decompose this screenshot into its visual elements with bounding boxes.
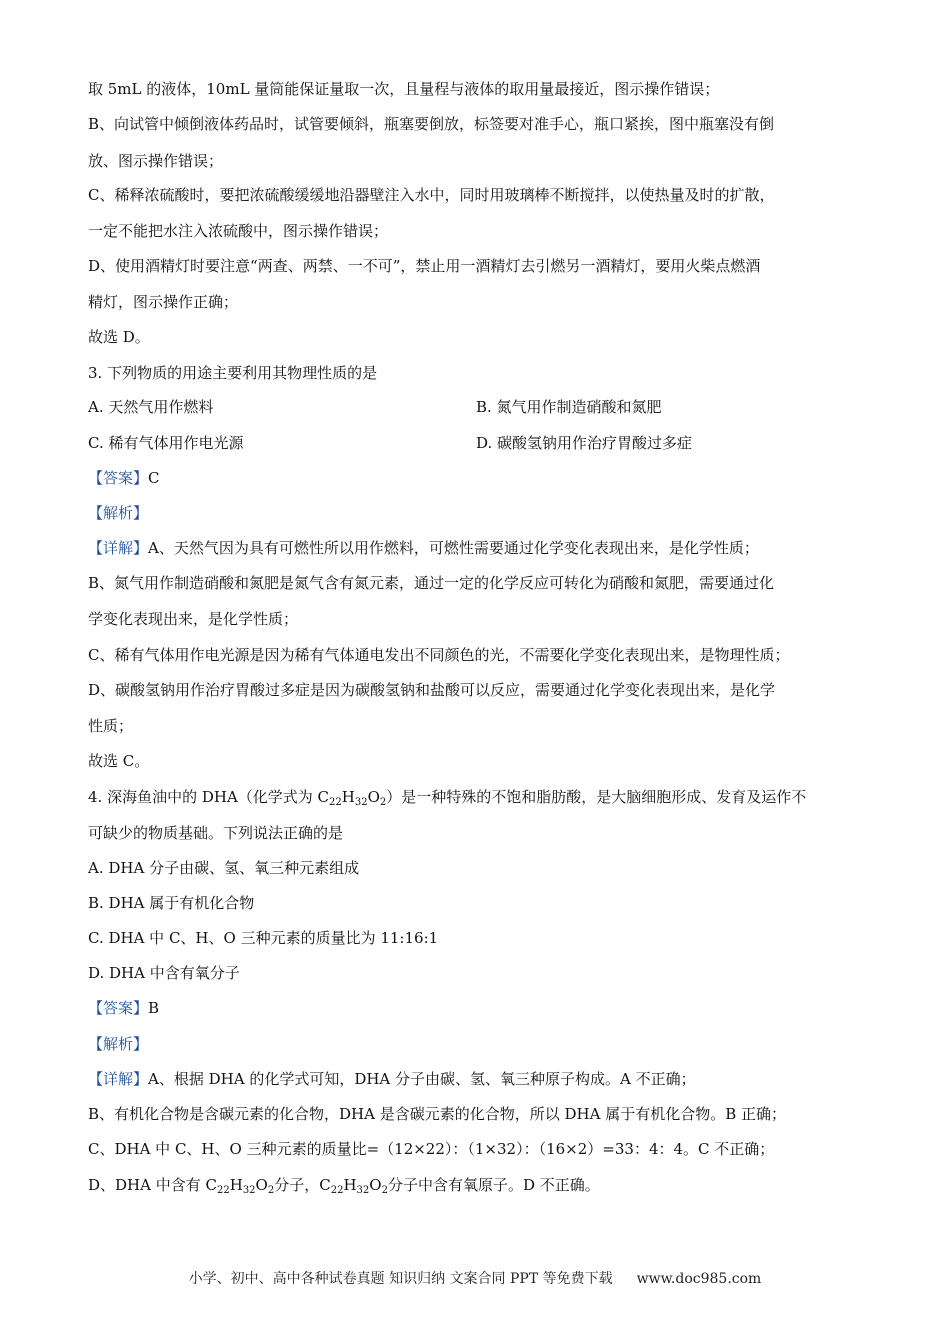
element-symbol: H [343, 1176, 357, 1194]
q3-analysis-tag: 【解析】 [88, 504, 149, 522]
text-part: 分子中含有氧原子。D 不正确。 [387, 1176, 600, 1194]
detail-text: A、天然气因为具有可燃性所以用作燃料，可燃性需要通过化学变化表现出来，是化学性质； [148, 539, 759, 557]
detail-text: A、根据 DHA 的化学式可知，DHA 分子由碳、氢、氧三种原子构成。A 不正确； [148, 1070, 696, 1088]
element-symbol: H [229, 1176, 243, 1194]
subscript: 22 [216, 1185, 230, 1196]
footer-url[interactable]: www.doc985.com [636, 1271, 762, 1287]
detail-tag: 【详解】 [88, 539, 149, 557]
subscript: 32 [354, 797, 368, 808]
text-line: C、DHA 中 C、H、O 三种元素的质量比=（12×22）：（1×32）：（16×2）=33：4：4。C 不正确； [88, 1140, 775, 1158]
answer-tag: 【答案】 [88, 999, 149, 1017]
text-line: C、稀释浓硫酸时，要把浓硫酸缓缓地沿器壁注入水中，同时用玻璃棒不断搅拌，以使热量及时的扩散， [88, 186, 775, 204]
text-line: C、稀有气体用作电光源是因为稀有气体通电发出不同颜色的光，不需要化学变化表现出来，是物理性质； [88, 646, 790, 664]
element-symbol: O [255, 1176, 268, 1194]
text-line: D、碳酸氢钠用作治疗胃酸过多症是因为碳酸氢钠和盐酸可以反应，需要通过化学变化表现出来，是化学 [88, 681, 776, 699]
q4-option-b: B. DHA 属于有机化合物 [88, 894, 255, 912]
q4-answer [88, 998, 868, 1018]
q4-option-c: C. DHA 中 C、H、O 三种元素的质量比为 11:16:1 [88, 929, 439, 947]
q4-detail [88, 1069, 868, 1089]
stem-part: 4. 深海鱼油中的 DHA（化学式为 C [88, 788, 330, 806]
footer-text: 小学、初中、高中各种试卷真题 知识归纳 文案合同 PPT 等免费下载 [188, 1271, 613, 1287]
element-symbol: H [341, 788, 355, 806]
page-footer [0, 1270, 950, 1288]
subscript: 2 [379, 797, 387, 808]
answer-value: B [148, 999, 160, 1017]
q3-option-a: A. 天然气用作燃料 [88, 398, 214, 416]
subscript: 22 [329, 797, 342, 808]
text-line: D、使用酒精灯时要注意“两查、两禁、一不可”，禁止用一酒精灯去引燃另一酒精灯，要用火柴点燃酒 [88, 257, 761, 275]
text-part: D、DHA 中含有 C [88, 1176, 217, 1194]
text-line: 故选 D。 [88, 328, 150, 346]
subscript: 2 [267, 1185, 275, 1196]
subscript: 32 [242, 1185, 256, 1196]
subscript: 22 [330, 1185, 344, 1196]
question-4-stem [88, 787, 868, 807]
q4-option-d: D. DHA 中含有氧分子 [88, 964, 240, 982]
text-line: 精灯，图示操作正确； [88, 293, 239, 311]
stem-part: ）是一种特殊的不饱和脂肪酸，是大脑细胞形成、发育及运作不 [386, 788, 807, 806]
q4-analysis-tag: 【解析】 [88, 1035, 149, 1053]
text-line: B、向试管中倾倒液体药品时，试管要倾斜，瓶塞要倒放，标签要对准手心，瓶口紧挨，图中瓶塞没有倒 [88, 115, 775, 133]
q3-option-d: D. 碳酸氢钠用作治疗胃酸过多症 [476, 434, 693, 452]
text-line: 放、图示操作错误； [88, 152, 224, 170]
element-symbol: O [369, 1176, 382, 1194]
subscript: 32 [356, 1185, 370, 1196]
q3-answer [88, 468, 868, 488]
text-line: B、氮气用作制造硝酸和氮肥是氮气含有氮元素，通过一定的化学反应可转化为硝酸和氮肥，需要通过化 [88, 574, 775, 592]
text-line: B、有机化合物是含碳元素的化合物，DHA 是含碳元素的化合物，所以 DHA 属于有机化合物。B 正确； [88, 1105, 787, 1123]
text-line: 故选 C。 [88, 752, 150, 770]
text-line: 取 5mL 的液体，10mL 量筒能保证量取一次，且量程与液体的取用量最接近，图示操作错误； [88, 80, 720, 98]
question-4-stem-cont: 可缺少的物质基础。下列说法正确的是 [88, 824, 344, 842]
text-line [88, 1175, 868, 1195]
detail-tag: 【详解】 [88, 1070, 149, 1088]
text-part: 分子，C [274, 1176, 331, 1194]
answer-tag: 【答案】 [88, 469, 149, 487]
answer-value: C [148, 469, 160, 487]
subscript: 2 [381, 1185, 388, 1196]
text-line: 一定不能把水注入浓硫酸中，图示操作错误； [88, 222, 389, 240]
q3-option-c: C. 稀有气体用作电光源 [88, 434, 244, 452]
q3-option-b: B. 氮气用作制造硝酸和氮肥 [476, 398, 662, 416]
element-symbol: O [367, 788, 380, 806]
text-line: 学变化表现出来，是化学性质； [88, 610, 299, 628]
question-3-stem: 3. 下列物质的用途主要利用其物理性质的是 [88, 364, 378, 382]
text-line: 性质； [88, 717, 134, 735]
q4-option-a: A. DHA 分子由碳、氢、氧三种元素组成 [88, 859, 360, 877]
q3-detail [88, 538, 868, 558]
